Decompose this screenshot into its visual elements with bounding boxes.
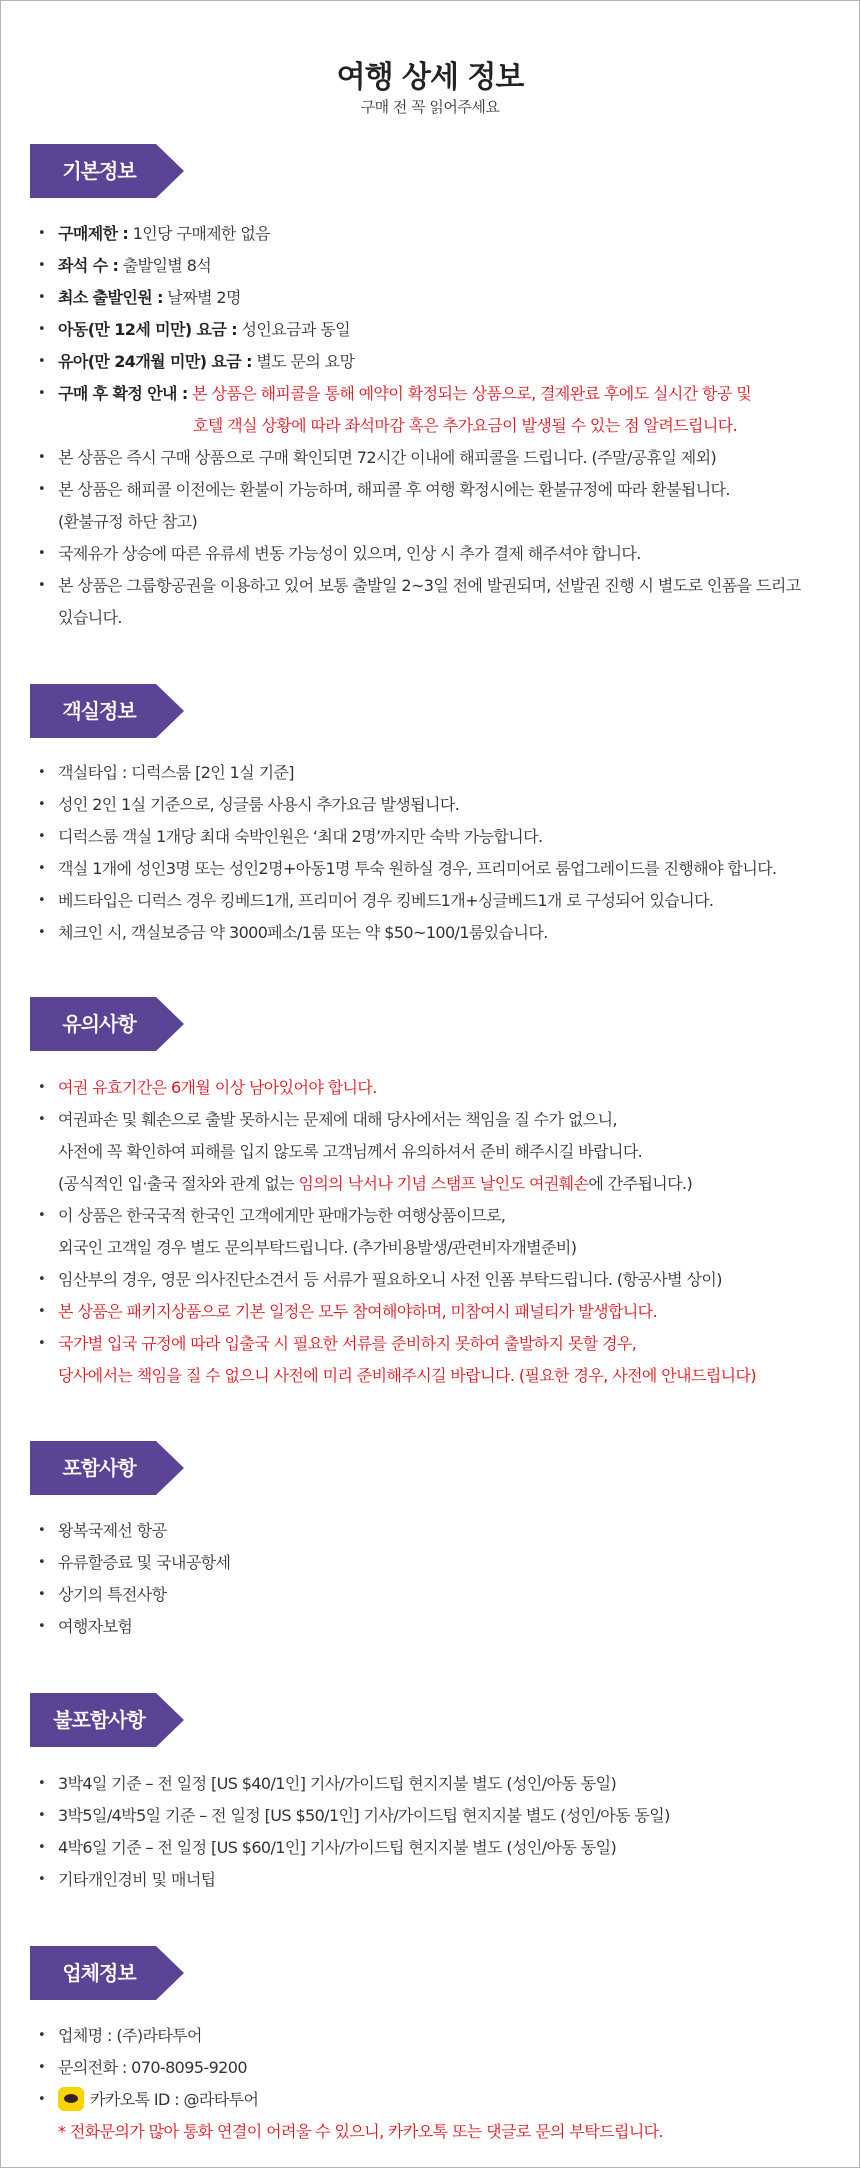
list-item: • 객실 1개에 성인3명 또는 성인2명+아동1명 투숙 원하실 경우, 프리미어로 룸업그레이드를 진행해야 합니다.	[38, 853, 838, 885]
page-title: 여행 상세 정보	[336, 60, 524, 95]
section-badge-caution	[30, 997, 184, 1051]
list-item: • 유아(만 24개월 미만) 요금 : 별도 문의 요망	[38, 346, 838, 378]
company-name: • 업체명 : (주)라타투어	[38, 2020, 838, 2052]
list-item: • 아동(만 12세 미만) 요금 : 성인요금과 동일	[38, 314, 838, 346]
list-item: • 구매 후 확정 안내 : 본 상품은 해피콜을 통해 예약이 확정되는 상품으로, 결제완료 후에도 실시간 항공 및 호텔 객실 상황에 따라 좌석마감 혹은 추가요금이 발생될 수 있는 점 알려드립니다.	[38, 378, 838, 442]
page-subtitle: 구매 전 꼭 읽어주세요	[360, 98, 500, 116]
exclude-list	[38, 1768, 838, 1896]
company-phone: • 문의전화 : 070-8095-9200	[38, 2052, 838, 2084]
section-title-exclude: 불포함사항	[53, 1708, 145, 1732]
list-item: • 상기의 특전사항	[38, 1579, 838, 1611]
caution-list	[38, 1072, 838, 1392]
list-item: • 4박6일 기준 – 전 일정 [US $60/1인] 기사/가이드팁 현지지불 별도 (성인/아동 동일)	[38, 1832, 838, 1864]
section-title-caution: 유의사항	[62, 1012, 136, 1036]
list-item: • 국가별 입국 규정에 따라 입출국 시 필요한 서류를 준비하지 못하여 출발하지 못할 경우, 당사에서는 책임을 질 수 없으니 사전에 미리 준비해주시길 바랍니다. (필요한 경우, 사전에 안내드립니다)	[38, 1328, 838, 1392]
section-badge-exclude	[30, 1693, 184, 1747]
section-title-include: 포함사항	[62, 1456, 136, 1480]
list-item: • 좌석 수 : 출발일별 8석	[38, 250, 838, 282]
list-item: • 본 상품은 해피콜 이전에는 환불이 가능하며, 해피콜 후 여행 확정시에는 환불규정에 따라 환불됩니다. (환불규정 하단 참고)	[38, 474, 838, 538]
list-item: • 구매제한 : 1인당 구매제한 없음	[38, 218, 838, 250]
list-item: • 국제유가 상승에 따른 유류세 변동 가능성이 있으며, 인상 시 추가 결제 해주셔야 합니다.	[38, 538, 838, 570]
list-item: • 여권 유효기간은 6개월 이상 남아있어야 합니다.	[38, 1072, 838, 1104]
list-item: • 임산부의 경우, 영문 의사진단소견서 등 서류가 필요하오니 사전 인폼 부탁드립니다. (항공사별 상이)	[38, 1264, 838, 1296]
list-item: • 본 상품은 패키지상품으로 기본 일정은 모두 참여해야하며, 미참여시 패널티가 발생합니다.	[38, 1296, 838, 1328]
include-list	[38, 1515, 838, 1643]
contact-note: * 전화문의가 많아 통화 연결이 어려울 수 있으니, 카카오톡 또는 댓글로 문의 부탁드립니다.	[58, 2122, 664, 2141]
kakaotalk-icon	[58, 2087, 84, 2111]
list-item: • 본 상품은 그룹항공권을 이용하고 있어 보통 출발일 2~3일 전에 발권되며, 선발권 진행 시 별도로 인폼을 드리고 있습니다.	[38, 570, 838, 634]
list-item: • 베드타입은 디럭스 경우 킹베드1개, 프리미어 경우 킹베드1개+싱글베드1개 로 구성되어 있습니다.	[38, 885, 838, 917]
list-item: • 기타개인경비 및 매너팁	[38, 1864, 838, 1896]
list-item: • 이 상품은 한국국적 한국인 고객에게만 판매가능한 여행상품이므로, 외국인 고객일 경우 별도 문의부탁드립니다. (추가비용발생/관련비자개별준비)	[38, 1200, 838, 1264]
list-item: • 본 상품은 즉시 구매 상품으로 구매 확인되면 72시간 이내에 해피콜을 드립니다. (주말/공휴일 제외)	[38, 442, 838, 474]
section-title-room: 객실정보	[62, 699, 136, 723]
room-info-list	[38, 757, 838, 949]
list-item: • 객실타입 : 디럭스룸 [2인 1실 기준]	[38, 757, 838, 789]
section-badge-basic	[30, 144, 184, 198]
list-item: • 성인 2인 1실 기준으로, 싱글룸 사용시 추가요금 발생됩니다.	[38, 789, 838, 821]
list-item: • 최소 출발인원 : 날짜별 2명	[38, 282, 838, 314]
list-item: • 여행자보험	[38, 1611, 838, 1643]
section-title-company: 업체정보	[62, 1961, 136, 1985]
list-item: • 디럭스룸 객실 1개당 최대 숙박인원은 ‘최대 2명’까지만 숙박 가능합니다.	[38, 821, 838, 853]
company-list	[38, 2020, 838, 2116]
section-badge-company	[30, 1946, 184, 2000]
company-kakao: • 카카오톡 ID : @라타투어	[38, 2084, 838, 2116]
list-item: • 3박4일 기준 – 전 일정 [US $40/1인] 기사/가이드팁 현지지불 별도 (성인/아동 동일)	[38, 1768, 838, 1800]
list-item: • 체크인 시, 객실보증금 약 3000페소/1룸 또는 약 $50~100/1룸있습니다.	[38, 917, 838, 949]
basic-info-list	[38, 218, 838, 634]
list-item: • 유류할증료 및 국내공항세	[38, 1547, 838, 1579]
section-badge-include	[30, 1441, 184, 1495]
section-badge-room	[30, 684, 184, 738]
list-item: • 3박5일/4박5일 기준 – 전 일정 [US $50/1인] 기사/가이드팁 현지지불 별도 (성인/아동 동일)	[38, 1800, 838, 1832]
section-title-basic: 기본정보	[62, 159, 136, 183]
list-item: • 왕복국제선 항공	[38, 1515, 838, 1547]
list-item: • 여권파손 및 훼손으로 출발 못하시는 문제에 대해 당사에서는 책임을 질 수가 없으니, 사전에 꼭 확인하여 피해를 입지 않도록 고객님께서 유의하셔서 준비 해주시길 바랍니다. (공식적인 입·출국 절차와 관계 없는 임의의 낙서나 기념 스탬프 날인도 여권훼손에 간주됩니다.)	[38, 1104, 838, 1200]
